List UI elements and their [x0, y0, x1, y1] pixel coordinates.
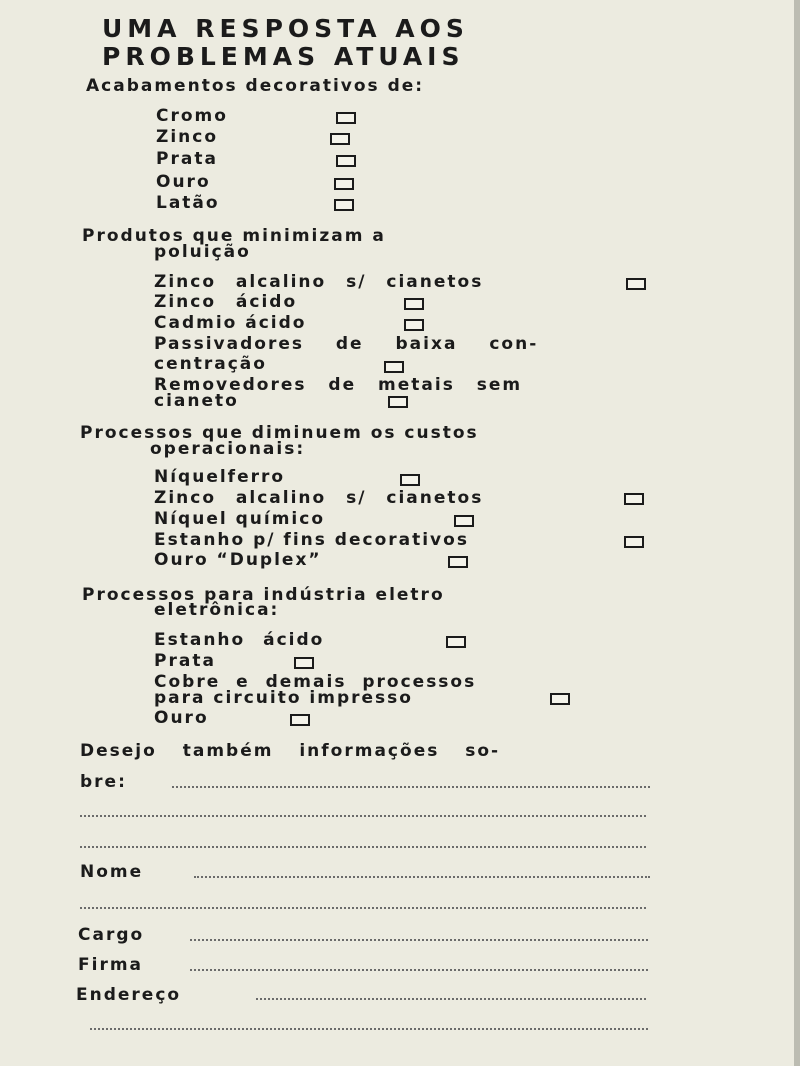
checkbox-estanho-acido[interactable]	[446, 636, 466, 648]
item-zinco: Zinco	[156, 127, 219, 147]
item-cobre-cont: para circuito impresso	[154, 688, 413, 708]
item-zinco-alcalino: Zinco alcalino s/ cianetos	[154, 272, 484, 292]
firma-label: Firma	[78, 955, 144, 975]
checkbox-niquelferro[interactable]	[400, 474, 420, 486]
page-edge	[794, 0, 800, 1066]
cargo-input-line[interactable]	[190, 939, 648, 941]
title-line-1: UMA RESPOSTA AOS	[102, 14, 469, 43]
checkbox-ouro-2[interactable]	[290, 714, 310, 726]
name-label: Nome	[80, 862, 144, 882]
checkbox-zinco-alcalino[interactable]	[626, 278, 646, 290]
cargo-label: Cargo	[78, 925, 145, 945]
address-input-line-2[interactable]	[90, 1028, 648, 1030]
checkbox-zinco[interactable]	[330, 133, 350, 145]
section-4-heading-cont: eletrônica:	[154, 600, 280, 620]
checkbox-cobre[interactable]	[550, 693, 570, 705]
checkbox-ouro-duplex[interactable]	[448, 556, 468, 568]
item-zinco-alcalino-2: Zinco alcalino s/ cianetos	[154, 488, 484, 508]
item-cobre: Cobre e demais processos	[154, 672, 477, 692]
item-niquelferro: Níquelferro	[154, 467, 286, 487]
item-passivadores: Passivadores de baixa con-	[154, 334, 539, 354]
checkbox-latao[interactable]	[334, 199, 354, 211]
item-cromo: Cromo	[156, 106, 228, 126]
item-estanho-decorativo: Estanho p/ fins decorativos	[154, 530, 469, 550]
item-passivadores-cont: centração	[154, 354, 267, 374]
item-prata-2: Prata	[154, 651, 216, 671]
title-line-2: PROBLEMAS ATUAIS	[102, 42, 465, 71]
item-latao: Latão	[156, 193, 220, 213]
section-2-heading: Produtos que minimizam a	[82, 226, 386, 246]
checkbox-estanho-decorativo[interactable]	[624, 536, 644, 548]
checkbox-removedores[interactable]	[388, 396, 408, 408]
item-zinco-acido: Zinco ácido	[154, 292, 298, 312]
item-estanho-acido: Estanho ácido	[154, 630, 325, 650]
name-input-line[interactable]	[194, 876, 650, 878]
address-label: Endereço	[76, 985, 182, 1005]
section-4-heading: Processos para indústria eletro	[82, 585, 445, 605]
address-input-line[interactable]	[256, 998, 646, 1000]
checkbox-prata-2[interactable]	[294, 657, 314, 669]
item-ouro-2: Ouro	[154, 708, 209, 728]
checkbox-niquel-quimico[interactable]	[454, 515, 474, 527]
section-3-heading: Processos que diminuem os custos	[80, 423, 479, 443]
item-niquel-quimico: Níquel químico	[154, 509, 325, 529]
item-prata: Prata	[156, 149, 218, 169]
item-cadmio-acido: Cadmio ácido	[154, 313, 307, 333]
checkbox-cadmio-acido[interactable]	[404, 319, 424, 331]
checkbox-cromo[interactable]	[336, 112, 356, 124]
info-request-label: Desejo também informações so-	[80, 741, 501, 761]
info-input-line-1[interactable]	[172, 786, 650, 788]
item-removedores: Removedores de metais sem	[154, 375, 523, 395]
checkbox-ouro[interactable]	[334, 178, 354, 190]
info-request-label-cont: bre:	[80, 772, 127, 792]
info-input-line-2[interactable]	[80, 815, 646, 817]
checkbox-zinco-alcalino-2[interactable]	[624, 493, 644, 505]
section-2-heading-cont: poluição	[154, 242, 251, 262]
firma-input-line[interactable]	[190, 969, 648, 971]
name-input-line-2[interactable]	[80, 907, 646, 909]
info-input-line-3[interactable]	[80, 846, 646, 848]
section-1-heading: Acabamentos decorativos de:	[86, 76, 425, 96]
checkbox-passivadores[interactable]	[384, 361, 404, 373]
item-removedores-cont: cianeto	[154, 391, 239, 411]
item-ouro-duplex: Ouro “Duplex”	[154, 550, 322, 570]
checkbox-prata[interactable]	[336, 155, 356, 167]
checkbox-zinco-acido[interactable]	[404, 298, 424, 310]
item-ouro: Ouro	[156, 172, 211, 192]
section-3-heading-cont: operacionais:	[150, 439, 306, 459]
